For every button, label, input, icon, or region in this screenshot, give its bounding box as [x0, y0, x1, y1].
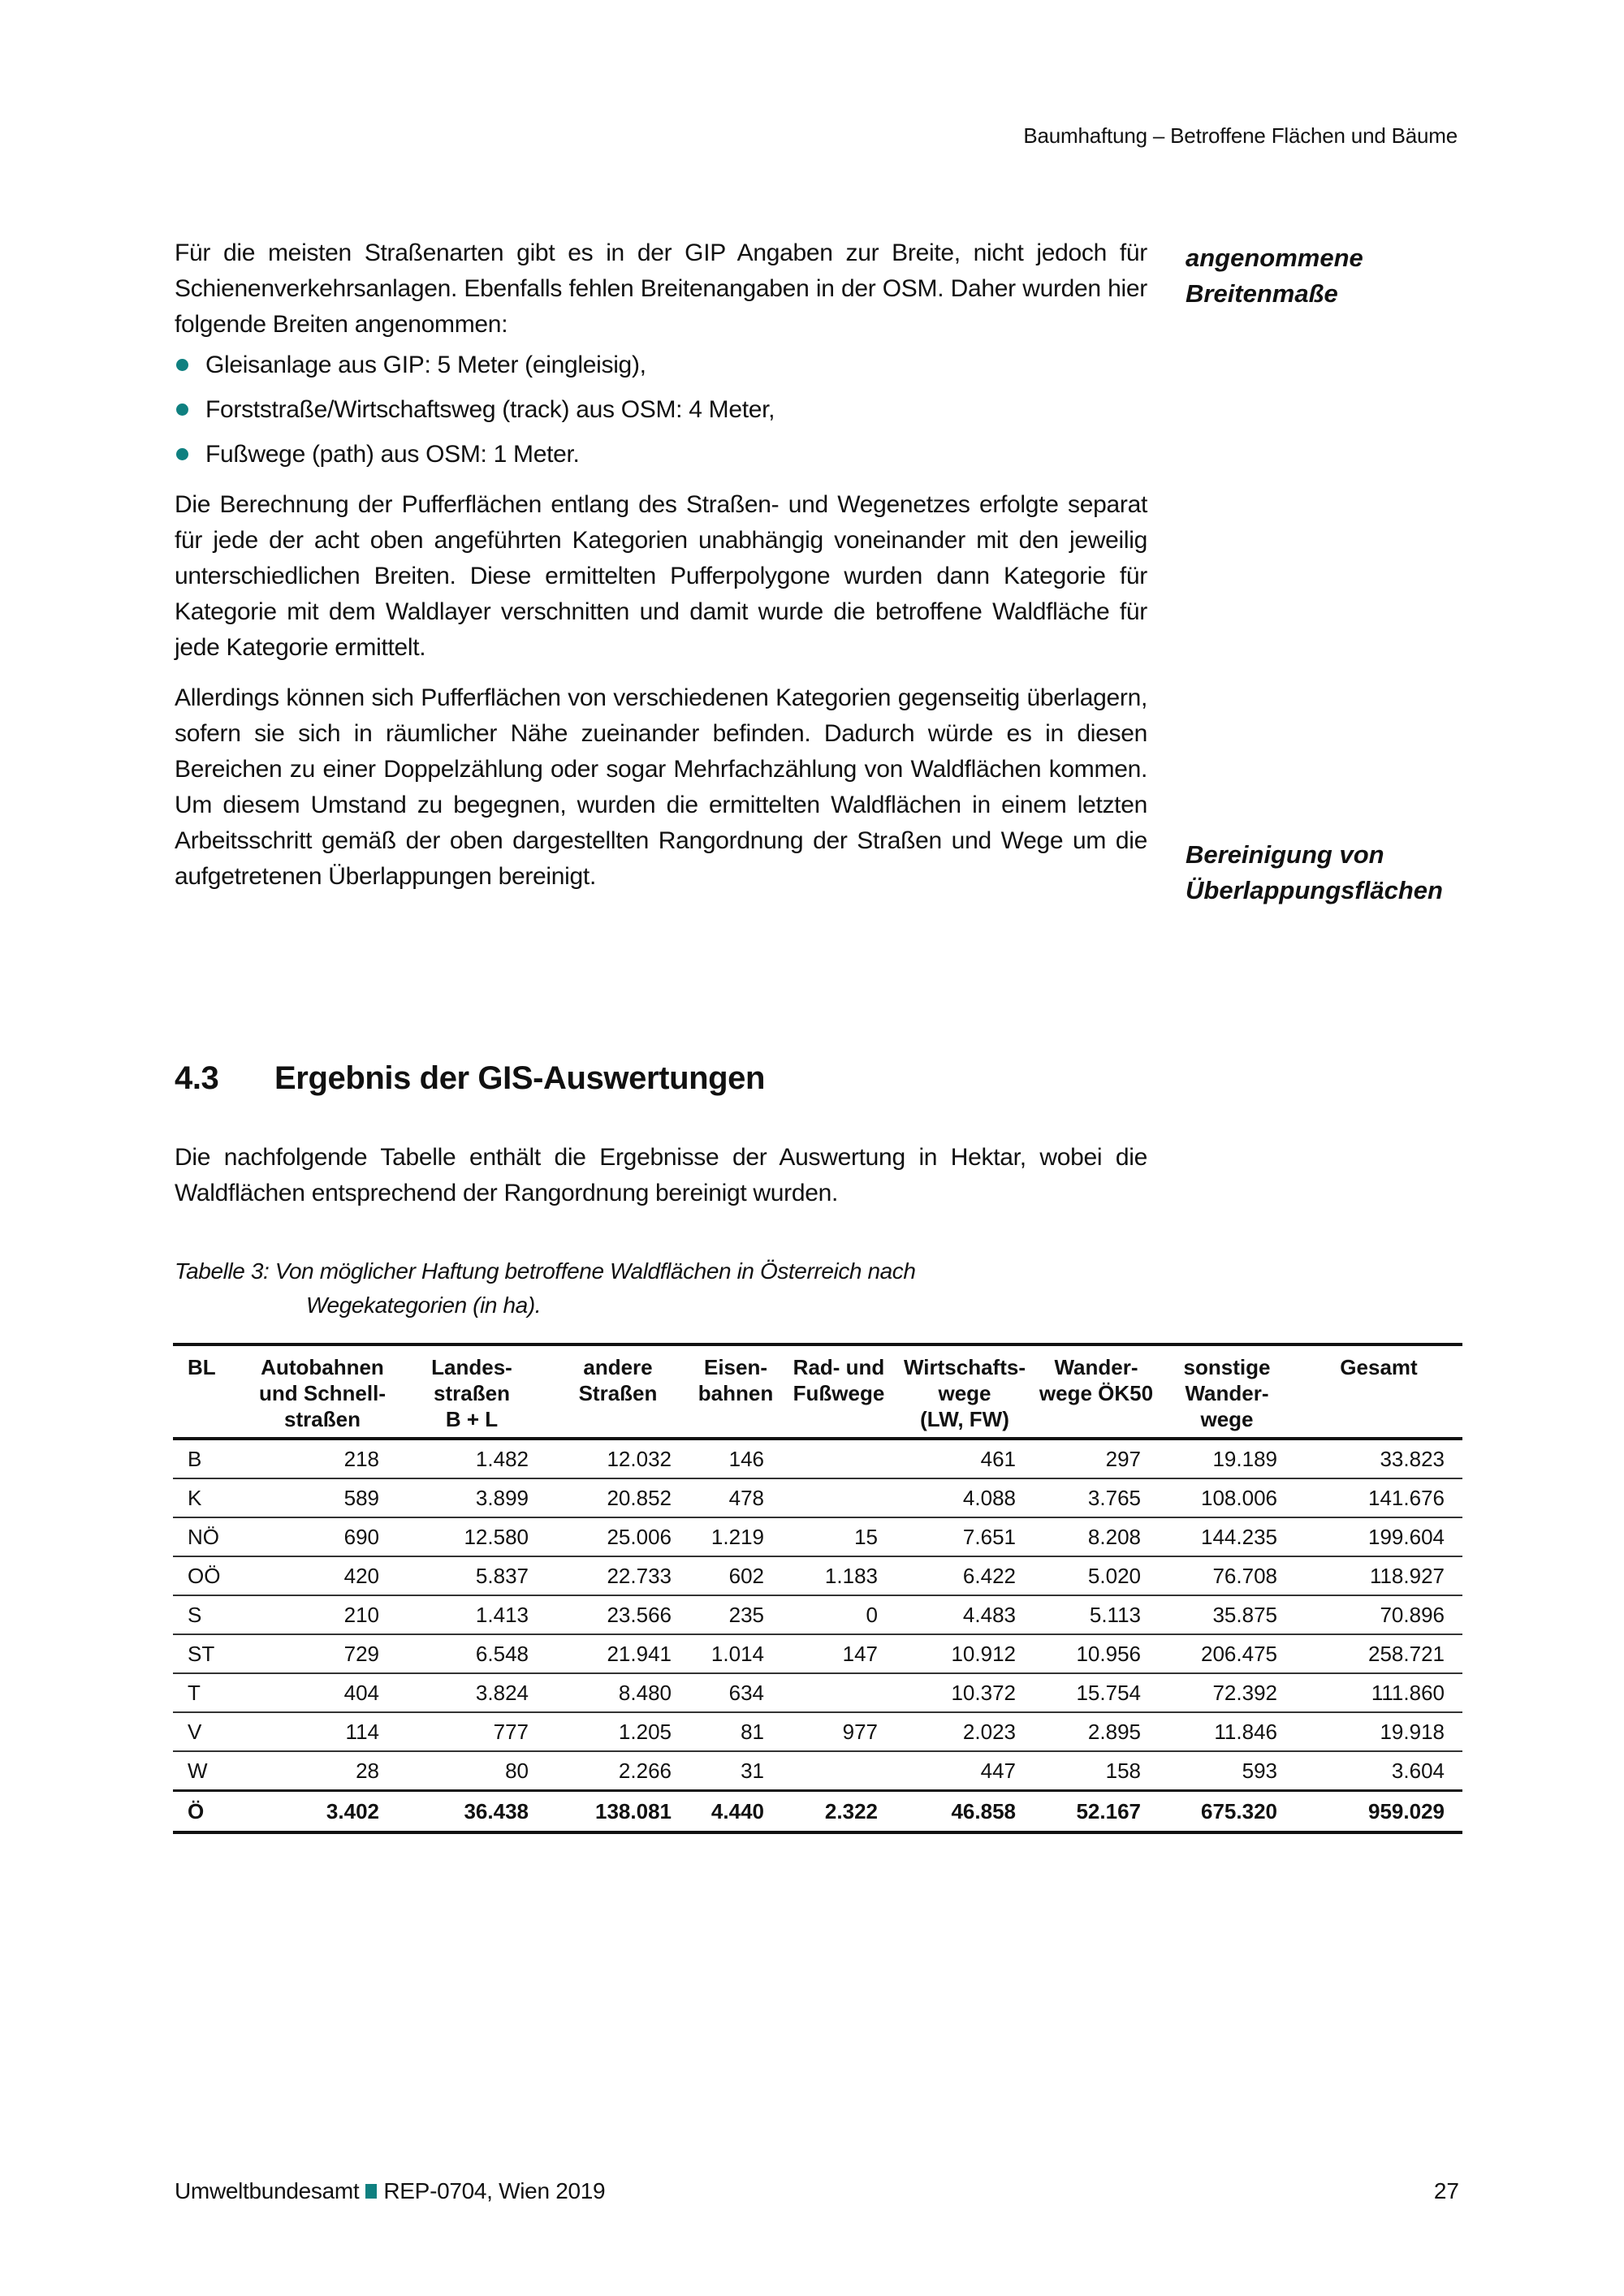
table-cell — [782, 1673, 896, 1712]
table-cell: 3.765 — [1034, 1478, 1159, 1517]
table-cell: 3.604 — [1295, 1751, 1462, 1791]
column-header: andere Straßen — [546, 1344, 689, 1439]
table-cell: 690 — [248, 1517, 397, 1556]
table-row — [173, 1595, 1462, 1634]
paragraph-overlap-cleanup: Allerdings können sich Pufferflächen von verschiedenen Kategorien gegenseitig überlagern, sofern sie sich in räumlicher Nähe zueinander befinden. Dadurch würde es in diesen Bereichen zu einer Doppelzählung oder sogar Mehrfachzählung von Waldflächen kommen. Um diesem Umstand zu begegnen, wurden die ermittelten Waldflächen in einem letzten Arbeitsschritt gemäß der oben dargestellten Rangordnung der Straßen und Wege um die aufgetretenen Überlappungen bereinigt. — [175, 684, 1147, 890]
bullet-icon — [176, 359, 188, 371]
table-cell: 11.846 — [1159, 1712, 1295, 1751]
table-cell: 0 — [782, 1595, 896, 1634]
section-title: Ergebnis der GIS-Auswertungen — [274, 1060, 766, 1096]
table-cell: 146 — [689, 1439, 782, 1478]
row-label: B — [173, 1439, 248, 1478]
results-table — [173, 1343, 1462, 1834]
bullet-icon — [176, 448, 188, 460]
square-separator-icon — [365, 2184, 377, 2199]
row-label: K — [173, 1478, 248, 1517]
table-cell: 2.895 — [1034, 1712, 1159, 1751]
row-label: S — [173, 1595, 248, 1634]
table-cell: 15 — [782, 1517, 896, 1556]
total-cell: 3.402 — [248, 1791, 397, 1833]
total-cell: 4.440 — [689, 1791, 782, 1833]
table-cell: 19.189 — [1159, 1439, 1295, 1478]
table-cell: 10.912 — [896, 1634, 1034, 1673]
table-cell: 297 — [1034, 1439, 1159, 1478]
paragraph-buffer-calculation: Die Berechnung der Pufferflächen entlang des Straßen- und Wegenetzes erfolgte separat für jede der acht oben angeführten Kategorien unabhängig voneinander mit den jeweilig unterschiedlichen Breiten. Diese ermittelten Pufferpolygone wurden dann Kategorie für Kategorie mit dem Waldlayer verschnitten und damit wurde die betroffene Waldfläche für jede Kategorie ermittelt. — [175, 491, 1147, 661]
column-header: BL — [173, 1344, 248, 1439]
table-cell: 25.006 — [546, 1517, 689, 1556]
section-number: 4.3 — [175, 1060, 219, 1096]
table-cell: 10.372 — [896, 1673, 1034, 1712]
list-item: Forststraße/Wirtschaftsweg (track) aus OSM: 4 Meter, — [175, 392, 1147, 428]
column-header: Autobahnen und Schnell- straßen — [248, 1344, 397, 1439]
table-cell: 235 — [689, 1595, 782, 1634]
table-cell: 589 — [248, 1478, 397, 1517]
row-label: OÖ — [173, 1556, 248, 1595]
column-header: sonstige Wander- wege — [1159, 1344, 1295, 1439]
table-cell: 1.413 — [397, 1595, 546, 1634]
table-cell: 33.823 — [1295, 1439, 1462, 1478]
table-cell: 70.896 — [1295, 1595, 1462, 1634]
table-cell: 21.941 — [546, 1634, 689, 1673]
margin-note-widths: angenommene Breitenmaße — [1186, 244, 1363, 308]
total-cell: 959.029 — [1295, 1791, 1462, 1833]
table-cell: 35.875 — [1159, 1595, 1295, 1634]
column-header: Eisen- bahnen — [689, 1344, 782, 1439]
table-row — [173, 1751, 1462, 1791]
total-cell: 52.167 — [1034, 1791, 1159, 1833]
table-cell: 7.651 — [896, 1517, 1034, 1556]
list-item: Fußwege (path) aus OSM: 1 Meter. — [175, 437, 1147, 473]
table-cell: 118.927 — [1295, 1556, 1462, 1595]
table-caption: Tabelle 3: Von möglicher Haftung betroffene Waldflächen in Österreich nach Wegekategorien (in ha). — [175, 1258, 916, 1318]
table-cell: 19.918 — [1295, 1712, 1462, 1751]
column-header: Gesamt — [1295, 1344, 1462, 1439]
table-cell: 8.208 — [1034, 1517, 1159, 1556]
table-row — [173, 1478, 1462, 1517]
table-cell: 1.014 — [689, 1634, 782, 1673]
table-row — [173, 1634, 1462, 1673]
total-cell: 138.081 — [546, 1791, 689, 1833]
table-cell: 108.006 — [1159, 1478, 1295, 1517]
table-cell: 420 — [248, 1556, 397, 1595]
column-header: Wirtschafts- wege (LW, FW) — [896, 1344, 1034, 1439]
total-cell: 46.858 — [896, 1791, 1034, 1833]
bullet-icon — [176, 404, 188, 416]
table-cell: 111.860 — [1295, 1673, 1462, 1712]
table-cell: 199.604 — [1295, 1517, 1462, 1556]
table-cell: 404 — [248, 1673, 397, 1712]
section-intro: Die nachfolgende Tabelle enthält die Ergebnisse der Auswertung in Hektar, wobei die Waldflächen entsprechend der Rangordnung bereinigt wurden. — [175, 1144, 1147, 1206]
table-cell: 447 — [896, 1751, 1034, 1791]
row-label: NÖ — [173, 1517, 248, 1556]
table-row — [173, 1673, 1462, 1712]
table-cell: 210 — [248, 1595, 397, 1634]
page-number: 27 — [1433, 2178, 1459, 2203]
table-cell: 10.956 — [1034, 1634, 1159, 1673]
table-cell: 6.548 — [397, 1634, 546, 1673]
table-cell: 141.676 — [1295, 1478, 1462, 1517]
row-label: Ö — [173, 1791, 248, 1833]
table-cell: 1.205 — [546, 1712, 689, 1751]
margin-note-overlap: Bereinigung von Überlappungsflächen — [1186, 840, 1443, 904]
table-body — [173, 1439, 1462, 1832]
table-cell: 4.088 — [896, 1478, 1034, 1517]
table-cell: 81 — [689, 1712, 782, 1751]
table-cell: 158 — [1034, 1751, 1159, 1791]
column-header: Rad- und Fußwege — [782, 1344, 896, 1439]
row-label: ST — [173, 1634, 248, 1673]
table-cell: 218 — [248, 1439, 397, 1478]
table-cell: 80 — [397, 1751, 546, 1791]
footer — [175, 2178, 605, 2204]
total-cell: 36.438 — [397, 1791, 546, 1833]
row-label: T — [173, 1673, 248, 1712]
table-row — [173, 1517, 1462, 1556]
table-cell: 20.852 — [546, 1478, 689, 1517]
section-heading — [175, 1060, 765, 1097]
table-cell: 31 — [689, 1751, 782, 1791]
table-total-row — [173, 1791, 1462, 1833]
table-cell: 144.235 — [1159, 1517, 1295, 1556]
body-text — [175, 235, 1147, 895]
table-cell: 5.020 — [1034, 1556, 1159, 1595]
table-cell: 1.219 — [689, 1517, 782, 1556]
table-cell: 602 — [689, 1556, 782, 1595]
table-cell: 478 — [689, 1478, 782, 1517]
footer-publisher: Umweltbundesamt — [175, 2178, 360, 2203]
table-cell: 12.032 — [546, 1439, 689, 1478]
table-cell: 729 — [248, 1634, 397, 1673]
paragraph-widths-intro: Für die meisten Straßenarten gibt es in der GIP Angaben zur Breite, nicht jedoch für Schienenverkehrsanlagen. Ebenfalls fehlen Breitenangaben in der OSM. Daher wurden hier folgende Breiten angenommen: — [175, 240, 1147, 338]
total-cell: 675.320 — [1159, 1791, 1295, 1833]
table-cell: 634 — [689, 1673, 782, 1712]
table-cell: 2.023 — [896, 1712, 1034, 1751]
table-row — [173, 1712, 1462, 1751]
table-cell: 12.580 — [397, 1517, 546, 1556]
table-cell: 1.482 — [397, 1439, 546, 1478]
running-header: Baumhaftung – Betroffene Flächen und Bäume — [1023, 123, 1458, 148]
table-cell: 76.708 — [1159, 1556, 1295, 1595]
table-cell: 6.422 — [896, 1556, 1034, 1595]
table-cell: 147 — [782, 1634, 896, 1673]
table-cell — [782, 1751, 896, 1791]
table-cell: 28 — [248, 1751, 397, 1791]
table-cell: 258.721 — [1295, 1634, 1462, 1673]
table-cell: 4.483 — [896, 1595, 1034, 1634]
footer-report: REP-0704, Wien 2019 — [383, 2178, 606, 2203]
table-cell: 777 — [397, 1712, 546, 1751]
bullet-list — [175, 347, 1147, 473]
table-cell: 23.566 — [546, 1595, 689, 1634]
table-cell: 8.480 — [546, 1673, 689, 1712]
table-header-row — [173, 1344, 1462, 1439]
table-cell: 15.754 — [1034, 1673, 1159, 1712]
table-cell: 5.113 — [1034, 1595, 1159, 1634]
table-cell: 461 — [896, 1439, 1034, 1478]
table-cell — [782, 1478, 896, 1517]
table-cell: 5.837 — [397, 1556, 546, 1595]
table-cell: 206.475 — [1159, 1634, 1295, 1673]
table-cell: 72.392 — [1159, 1673, 1295, 1712]
row-label: W — [173, 1751, 248, 1791]
table-cell: 3.899 — [397, 1478, 546, 1517]
table-cell: 593 — [1159, 1751, 1295, 1791]
total-cell: 2.322 — [782, 1791, 896, 1833]
table-cell: 1.183 — [782, 1556, 896, 1595]
table-cell: 114 — [248, 1712, 397, 1751]
table-row — [173, 1556, 1462, 1595]
table-cell: 3.824 — [397, 1673, 546, 1712]
column-header: Wander- wege ÖK50 — [1034, 1344, 1159, 1439]
table-cell: 977 — [782, 1712, 896, 1751]
column-header: Landes- straßen B + L — [397, 1344, 546, 1439]
table-cell — [782, 1439, 896, 1478]
table-cell: 2.266 — [546, 1751, 689, 1791]
row-label: V — [173, 1712, 248, 1751]
list-item: Gleisanlage aus GIP: 5 Meter (eingleisig), — [175, 347, 1147, 383]
table-row — [173, 1439, 1462, 1478]
table-cell: 22.733 — [546, 1556, 689, 1595]
